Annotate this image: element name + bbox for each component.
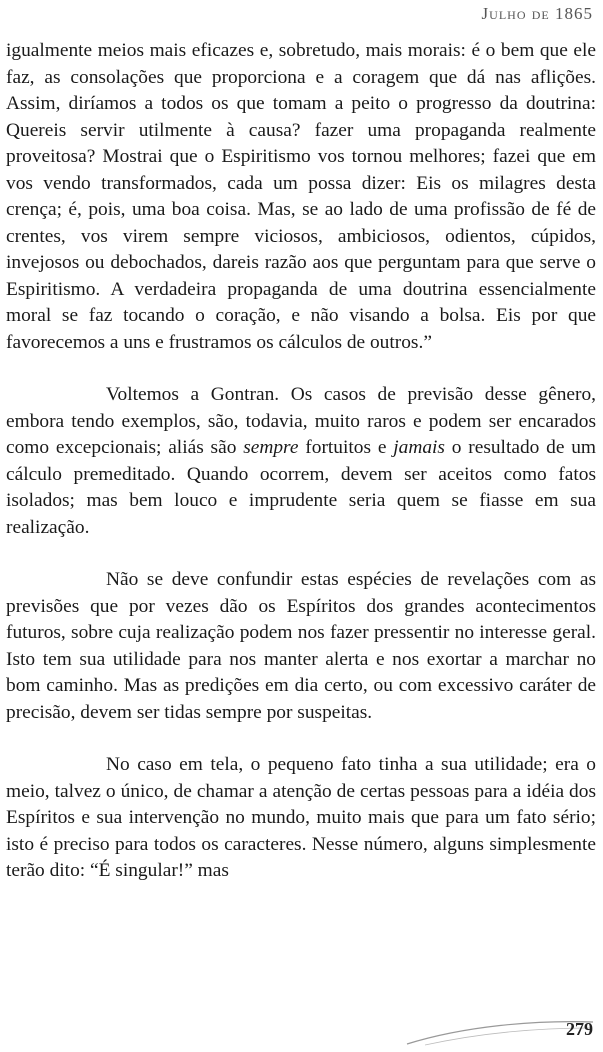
page-body bbox=[6, 38, 596, 885]
emphasis-sempre: sempre bbox=[243, 437, 299, 458]
page-number: 279 bbox=[566, 1019, 593, 1039]
paragraph-1: igualmente meios mais eficazes e, sobretudo, mais morais: é o bem que ele faz, as consolações que proporciona e a coragem que dá nas aflições. Assim, diríamos a todos os que tomam a peito o progresso da doutrina: Quereis servir utilmente à causa? fazer uma propaganda realmente proveitosa? Mostrai que o Espiritismo vos tornou melhores; fazei que em vos vendo transformados, cada um possa dizer: Eis os milagres desta crença; é, pois, uma boa coisa. Mas, se ao lado de uma profissão de fé de crentes, vos virem sempre viciosos, ambiciosos, odientos, cúpidos, invejosos ou debochados, dareis razão aos que perguntam para que serve o Espiritismo. A verdadeira propaganda de uma doutrina essencialmente moral se faz tocando o coração, e não visando a bolsa. Eis por que favorecemos a uns e frustramos os cálculos de outros.” bbox=[6, 40, 596, 353]
emphasis-jamais: jamais bbox=[393, 437, 445, 458]
paragraph-2: Voltemos a Gontran. Os casos de previsão desse gênero, embora tendo exemplos, são, todavia, muito raros e podem ser encarados como excepcionais; aliás são sempre fortuitos e jamais o resultado de um cálculo premeditado. Quando ocorrem, devem ser aceitos como fatos isolados; mas bem louco e imprudente seria quem se fiasse em sua realização. bbox=[6, 384, 597, 538]
paragraph-4: No caso em tela, o pequeno fato tinha a sua utilidade; era o meio, talvez o único, de chamar a atenção de certas pessoas para a idéia dos Espíritos e sua intervenção no mundo, muito mais que para um fato sério; isto é preciso para todos os caracteres. Nesse número, alguns simplesmente terão dito: “É singular!” mas bbox=[6, 754, 596, 881]
paragraph-3: Não se deve confundir estas espécies de revelações com as previsões que por vezes dão os Espíritos dos grandes acontecimentos futuros, sobre cuja realização podem nos fazer pressentir no interesse geral. Isto tem sua utilidade para nos manter alerta e nos exortar a marchar no bom caminho. Mas as predições em dia certo, ou com excessivo caráter de precisão, devem ser tidas sempre por suspeitas. bbox=[6, 569, 596, 723]
running-header: Julho de 1865 bbox=[481, 4, 593, 23]
